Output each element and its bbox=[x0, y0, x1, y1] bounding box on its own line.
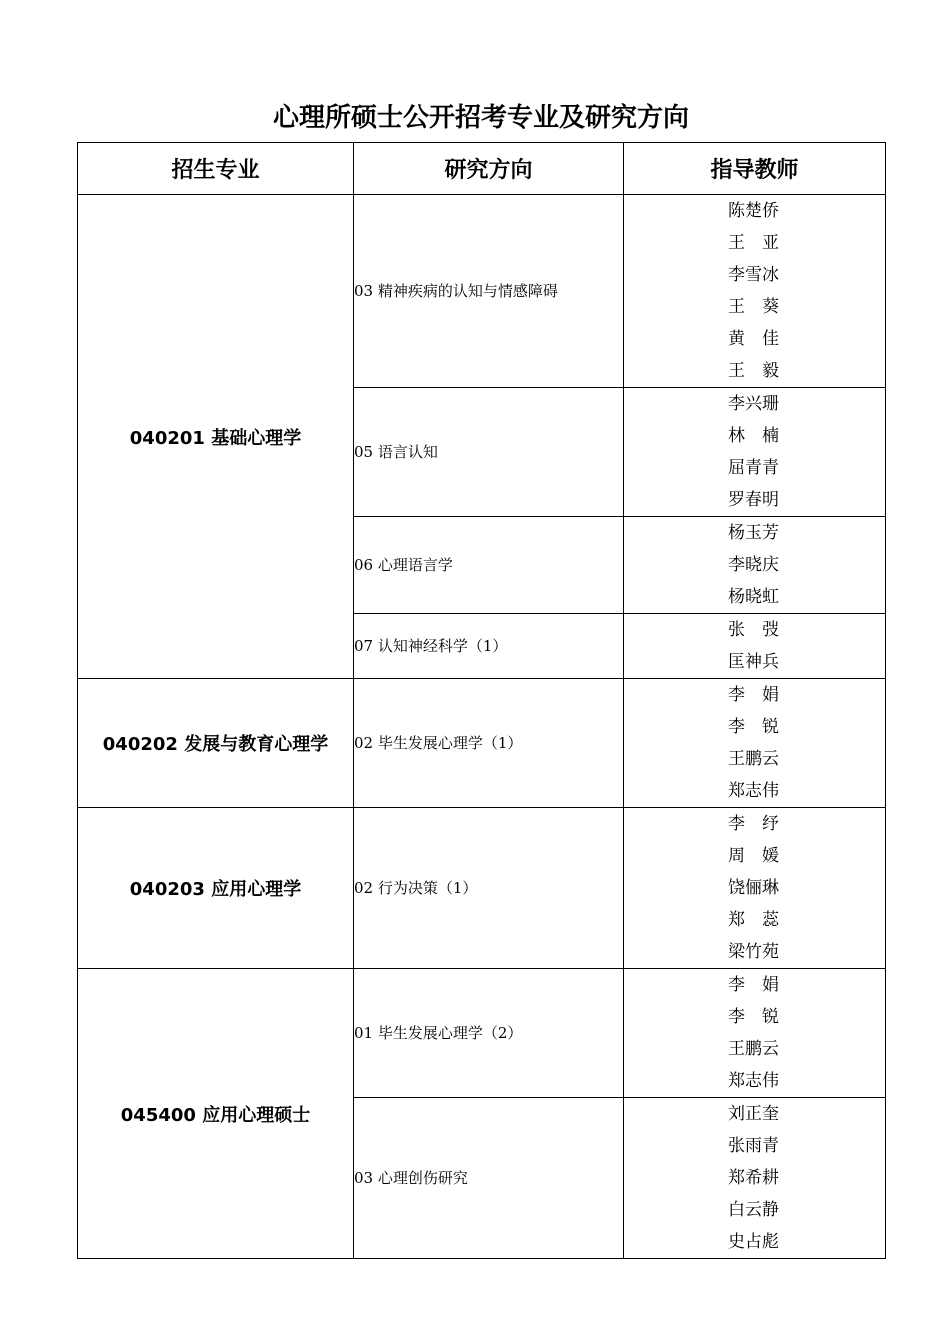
advisor-name: 王 亚 bbox=[728, 233, 779, 253]
direction-cell: 03 心理创伤研究 bbox=[354, 1098, 624, 1259]
advisor-name: 李 锐 bbox=[728, 1007, 779, 1027]
advisor-cell bbox=[624, 388, 886, 517]
table-row bbox=[78, 808, 886, 969]
advisor-name: 刘正奎 bbox=[728, 1104, 779, 1124]
advisor-name: 郑 蕊 bbox=[728, 910, 779, 930]
advisor-name: 李雪冰 bbox=[728, 265, 779, 285]
advisor-name: 白云静 bbox=[728, 1200, 779, 1220]
table-row bbox=[78, 969, 886, 1098]
advisor-list bbox=[624, 679, 885, 807]
direction-cell: 02 行为决策（1） bbox=[354, 808, 624, 969]
advisor-name: 陈楚侨 bbox=[728, 201, 779, 221]
advisor-name: 李 纾 bbox=[728, 814, 779, 834]
header-advisor: 指导教师 bbox=[624, 143, 886, 195]
advisor-name: 杨玉芳 bbox=[728, 523, 779, 543]
advisor-name: 郑志伟 bbox=[728, 781, 779, 801]
direction-cell: 05 语言认知 bbox=[354, 388, 624, 517]
advisor-list bbox=[624, 808, 885, 968]
direction-cell: 01 毕生发展心理学（2） bbox=[354, 969, 624, 1098]
major-cell: 040203 应用心理学 bbox=[78, 808, 354, 969]
direction-cell: 07 认知神经科学（1） bbox=[354, 614, 624, 679]
advisor-name: 郑希耕 bbox=[728, 1168, 779, 1188]
table-body bbox=[78, 195, 886, 1259]
advisor-name: 史占彪 bbox=[728, 1232, 779, 1252]
advisor-name: 匡神兵 bbox=[728, 652, 779, 672]
advisor-name: 李晓庆 bbox=[728, 555, 779, 575]
advisor-list bbox=[624, 1098, 885, 1258]
major-cell: 045400 应用心理硕士 bbox=[78, 969, 354, 1259]
advisor-name: 李 娟 bbox=[728, 975, 779, 995]
advisor-name: 饶俪琳 bbox=[728, 878, 779, 898]
advisor-list bbox=[624, 969, 885, 1097]
advisor-cell bbox=[624, 969, 886, 1098]
major-cell: 040201 基础心理学 bbox=[78, 195, 354, 679]
advisor-cell bbox=[624, 679, 886, 808]
advisor-list bbox=[624, 614, 885, 678]
advisor-cell bbox=[624, 1098, 886, 1259]
header-direction: 研究方向 bbox=[354, 143, 624, 195]
advisor-name: 罗春明 bbox=[728, 490, 779, 510]
advisor-name: 梁竹苑 bbox=[728, 942, 779, 962]
advisor-name: 张 弢 bbox=[728, 620, 779, 640]
table-row bbox=[78, 679, 886, 808]
table-row bbox=[78, 195, 886, 388]
advisor-list bbox=[624, 388, 885, 516]
advisor-name: 李 锐 bbox=[728, 717, 779, 737]
advisor-name: 郑志伟 bbox=[728, 1071, 779, 1091]
advisor-cell bbox=[624, 808, 886, 969]
advisor-name: 黄 佳 bbox=[728, 329, 779, 349]
table-header-row bbox=[78, 143, 886, 195]
advisor-cell bbox=[624, 195, 886, 388]
advisor-name: 周 媛 bbox=[728, 846, 779, 866]
advisor-name: 李 娟 bbox=[728, 685, 779, 705]
advisor-name: 王 葵 bbox=[728, 297, 779, 317]
advisor-name: 王鹏云 bbox=[728, 1039, 779, 1059]
direction-cell: 02 毕生发展心理学（1） bbox=[354, 679, 624, 808]
advisor-name: 王鹏云 bbox=[728, 749, 779, 769]
programs-table bbox=[77, 142, 886, 1259]
direction-cell: 06 心理语言学 bbox=[354, 517, 624, 614]
page-title: 心理所硕士公开招考专业及研究方向 bbox=[272, 103, 689, 133]
advisor-name: 杨晓虹 bbox=[728, 587, 779, 607]
advisor-name: 王 毅 bbox=[728, 361, 779, 381]
direction-cell: 03 精神疾病的认知与情感障碍 bbox=[354, 195, 624, 388]
advisor-list bbox=[624, 195, 885, 387]
advisor-name: 林 楠 bbox=[728, 426, 779, 446]
advisor-name: 屈青青 bbox=[728, 458, 779, 478]
advisor-cell bbox=[624, 517, 886, 614]
advisor-name: 李兴珊 bbox=[728, 394, 779, 414]
major-cell: 040202 发展与教育心理学 bbox=[78, 679, 354, 808]
advisor-cell bbox=[624, 614, 886, 679]
advisor-list bbox=[624, 517, 885, 613]
header-major: 招生专业 bbox=[78, 143, 354, 195]
advisor-name: 张雨青 bbox=[728, 1136, 779, 1156]
